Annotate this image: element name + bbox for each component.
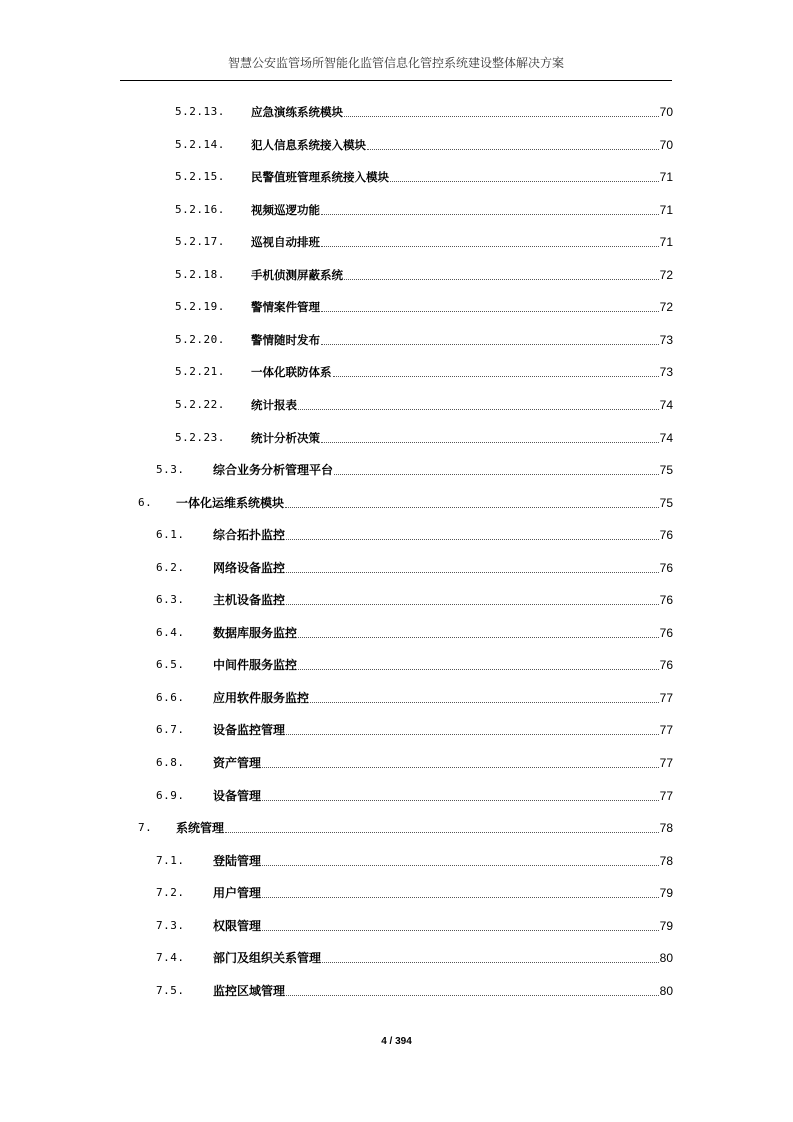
toc-entry[interactable] [0, 167, 793, 187]
toc-entry-title: 一体化运维系统模块 [176, 495, 285, 510]
toc-entry[interactable] [0, 362, 793, 382]
toc-entry-number: 6.5. [156, 658, 185, 672]
toc-entry-title: 设备管理 [213, 788, 262, 803]
toc-entry-number: 6.7. [156, 723, 185, 737]
toc-entry-page: 72 [659, 300, 673, 315]
toc-entry-title: 一体化联防体系 [251, 365, 332, 380]
toc-entry[interactable] [0, 460, 793, 480]
toc-entry-number: 6.4. [156, 625, 185, 639]
toc-entry-title: 统计报表 [251, 397, 297, 412]
dot-leader [262, 767, 659, 768]
page-number: 4 / 394 [381, 1036, 412, 1047]
dot-leader [285, 507, 659, 508]
toc-entry-page: 80 [659, 983, 673, 998]
toc-entry-number: 5.2.20. [175, 332, 225, 346]
toc-entry-page: 77 [659, 723, 673, 738]
toc-entry-title: 权限管理 [213, 918, 262, 933]
toc-entry-title: 设备监控管理 [213, 723, 286, 738]
toc-entry-title: 应用软件服务监控 [213, 690, 310, 705]
toc-entry-page: 74 [659, 397, 673, 412]
toc-entry[interactable] [0, 200, 793, 220]
dot-leader [262, 897, 659, 898]
dot-leader [321, 246, 659, 247]
toc-entry-number: 5.3. [156, 463, 185, 477]
toc-entry-page: 76 [659, 593, 673, 608]
toc-entry-number: 5.2.13. [175, 105, 225, 118]
toc-entry-title: 登陆管理 [213, 853, 262, 868]
toc-entry-title: 用户管理 [213, 886, 262, 901]
toc-entry-number: 6.6. [156, 690, 185, 704]
toc-entry[interactable] [0, 623, 793, 643]
dot-leader [321, 442, 659, 443]
toc-entry-number: 5.2.22. [175, 397, 225, 411]
toc-entry-number: 5.2.14. [175, 137, 225, 151]
toc-entry-number: 7.2. [156, 886, 185, 900]
toc-entry-page: 76 [659, 560, 673, 575]
toc-entry-page: 79 [659, 886, 673, 901]
toc-entry[interactable] [0, 883, 793, 903]
toc-entry-page: 76 [659, 528, 673, 543]
toc-entry-number: 7.4. [156, 951, 185, 965]
dot-leader [286, 539, 659, 540]
toc-entry-title: 视频巡逻功能 [251, 202, 320, 217]
toc-entry-page: 70 [659, 137, 673, 152]
toc-entry-page: 77 [659, 690, 673, 705]
toc-entry[interactable] [0, 851, 793, 871]
toc-entry-title: 资产管理 [213, 756, 262, 770]
toc-entry-page: 80 [659, 951, 673, 966]
toc-entry-number: 7.1. [156, 853, 185, 867]
toc-entry-number: 6.3. [156, 593, 185, 607]
toc-entry-title: 综合业务分析管理平台 [213, 463, 334, 478]
toc-entry[interactable] [0, 688, 793, 708]
dot-leader [321, 214, 659, 215]
toc-entry[interactable] [0, 330, 793, 350]
toc-entry[interactable] [0, 525, 793, 545]
dot-leader [367, 149, 659, 150]
toc-entry-title: 警情随时发布 [251, 332, 320, 347]
dot-leader [262, 930, 659, 931]
toc-entry-page: 76 [659, 658, 673, 673]
toc-entry-number: 5.2.15. [175, 170, 225, 184]
toc-entry-title: 统计分析决策 [251, 430, 320, 445]
toc-entry[interactable] [0, 395, 793, 415]
page-header: 智慧公安监管场所智能化监管信息化管控系统建设整体解决方案 [227, 56, 564, 70]
dot-leader [298, 637, 659, 638]
toc-entry-title: 应急演练系统模块 [251, 105, 343, 119]
toc-entry[interactable] [0, 753, 793, 773]
toc-entry[interactable] [0, 590, 793, 610]
dot-leader [321, 344, 659, 345]
dot-leader [333, 376, 659, 377]
dot-leader [322, 962, 659, 963]
dot-leader [310, 702, 659, 703]
toc-entry[interactable] [0, 916, 793, 936]
toc-entry-number: 5.2.19. [175, 300, 225, 314]
toc-entry-title: 犯人信息系统接入模块 [251, 137, 366, 152]
toc-entry[interactable] [0, 720, 793, 740]
toc-entry[interactable] [0, 948, 793, 968]
toc-entry-page: 73 [659, 365, 673, 380]
toc-entry-title: 主机设备监控 [213, 593, 286, 608]
toc-entry-title: 民警值班管理系统接入模块 [251, 170, 389, 185]
toc-entry-page: 78 [659, 821, 673, 836]
toc-entry-page: 75 [659, 463, 673, 478]
toc-entry-number: 7.3. [156, 918, 185, 932]
toc-entry-page: 73 [659, 332, 673, 347]
toc-entry[interactable] [0, 493, 793, 513]
dot-leader [286, 734, 659, 735]
toc-entry[interactable] [0, 981, 793, 1001]
toc-entry-page: 77 [659, 788, 673, 803]
toc-entry-number: 6.2. [156, 560, 185, 574]
toc-entry-number: 5.2.18. [175, 267, 225, 281]
toc-entry-number: 7.5. [156, 983, 185, 997]
toc-entry-page: 71 [659, 235, 673, 250]
toc-entry-number: 5.2.17. [175, 235, 225, 249]
dot-leader [262, 865, 659, 866]
toc-entry-page: 72 [659, 267, 673, 282]
toc-entry[interactable] [0, 102, 793, 122]
toc-entry-page: 71 [659, 202, 673, 217]
toc-entry-page: 79 [659, 918, 673, 933]
dot-leader [321, 311, 659, 312]
toc-entry[interactable] [0, 265, 793, 285]
toc-entry[interactable] [0, 135, 793, 155]
toc-entry-title: 部门及组织关系管理 [213, 951, 322, 966]
toc-entry-number: 6.9. [156, 788, 185, 802]
toc-entry[interactable] [0, 655, 793, 675]
toc-entry-page: 74 [659, 430, 673, 445]
dot-leader [344, 116, 659, 117]
toc-entry-page: 70 [659, 105, 673, 119]
dot-leader [298, 409, 659, 410]
toc-entry[interactable] [0, 297, 793, 317]
toc-entry[interactable] [0, 558, 793, 578]
toc-entry-title: 中间件服务监控 [213, 658, 298, 673]
toc-entry-title: 网络设备监控 [213, 560, 286, 575]
toc-entry-number: 6.1. [156, 528, 185, 542]
dot-leader [390, 181, 659, 182]
dot-leader [344, 279, 659, 280]
toc-entry-page: 76 [659, 625, 673, 640]
toc-entry-number: 6.8. [156, 756, 185, 769]
toc-entry-number: 5.2.16. [175, 202, 225, 216]
toc-entry-title: 警情案件管理 [251, 300, 320, 315]
toc-entry[interactable] [0, 232, 793, 252]
toc-entry-title: 手机侦测屏蔽系统 [251, 267, 343, 282]
toc-entry-title: 综合拓扑监控 [213, 528, 286, 543]
dot-leader [286, 572, 659, 573]
dot-leader [334, 474, 659, 475]
toc-entry-title: 系统管理 [176, 821, 225, 836]
dot-leader [262, 800, 659, 801]
toc-entry-page: 77 [659, 756, 673, 770]
toc-entry[interactable] [0, 818, 793, 838]
toc-entry-number: 5.2.23. [175, 430, 225, 444]
dot-leader [225, 832, 659, 833]
dot-leader [298, 669, 659, 670]
toc-entry-page: 78 [659, 853, 673, 868]
toc-entry-number: 6. [138, 495, 153, 509]
toc-entry-title: 巡视自动排班 [251, 235, 320, 250]
toc-entry-page: 71 [659, 170, 673, 185]
dot-leader [286, 604, 659, 605]
toc-entry[interactable] [0, 428, 793, 448]
dot-leader [286, 995, 659, 996]
toc-entry-number: 5.2.21. [175, 365, 225, 379]
toc-entry-title: 数据库服务监控 [213, 625, 298, 640]
toc-entry-number: 7. [138, 821, 153, 835]
toc-entry-page: 75 [659, 495, 673, 510]
toc-entry[interactable] [0, 786, 793, 806]
toc-entry-title: 监控区域管理 [213, 983, 286, 998]
